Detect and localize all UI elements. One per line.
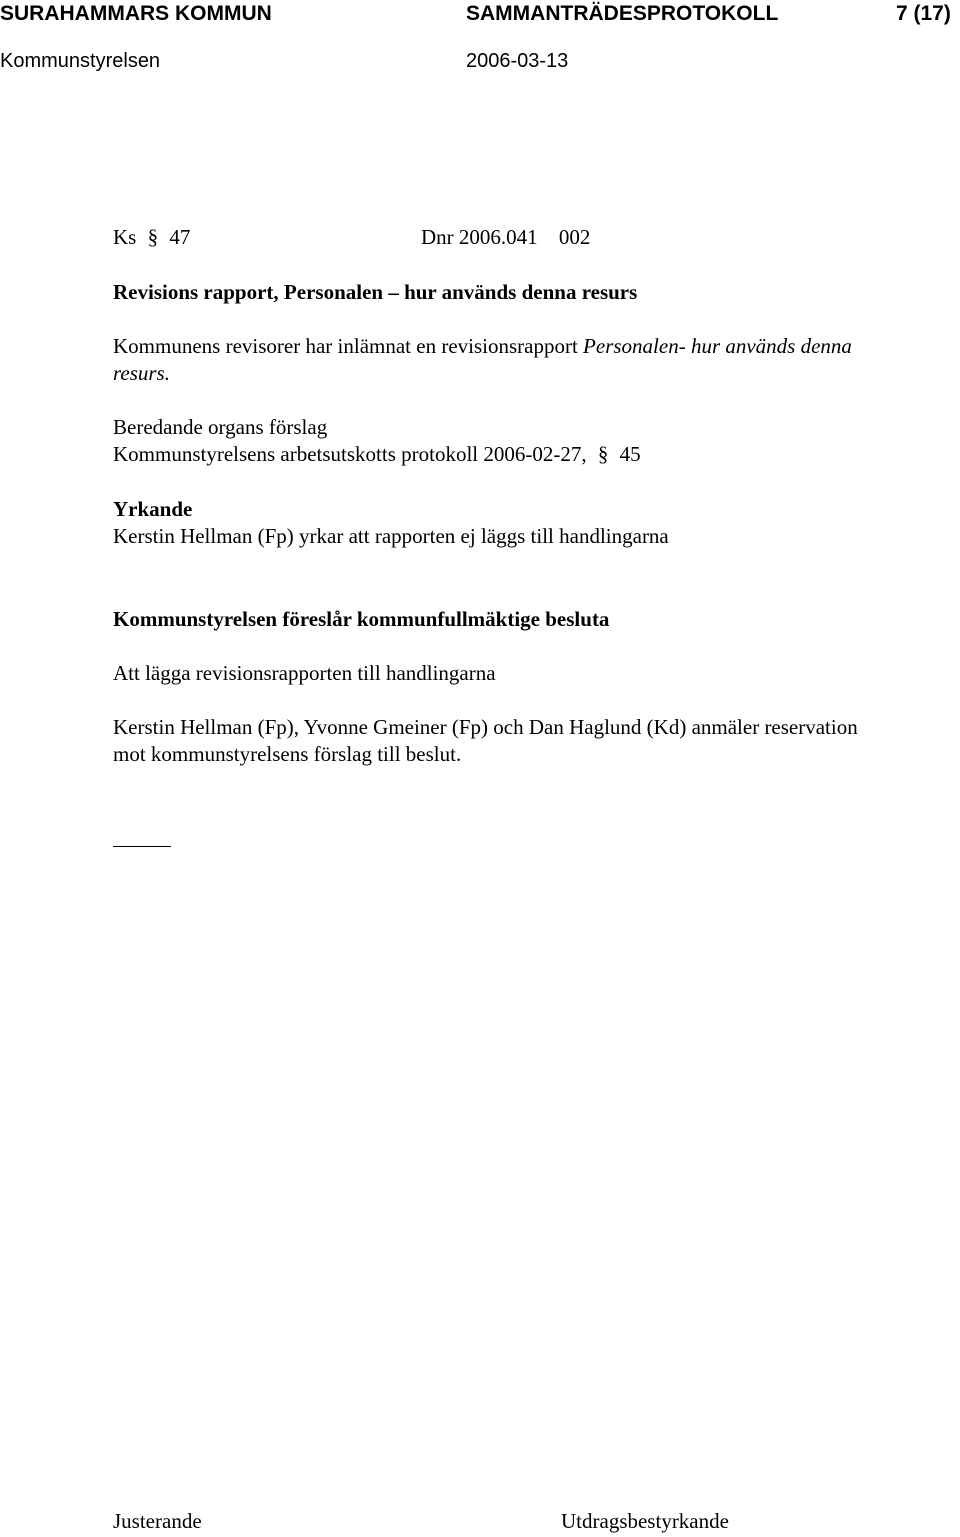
header-municipality: SURAHAMMARS KOMMUN bbox=[0, 2, 272, 25]
footer-utdragsbestyrkande: Utdragsbestyrkande bbox=[561, 1509, 729, 1533]
reservation-line-2: mot kommunstyrelsens förslag till beslut. bbox=[113, 742, 462, 766]
preparatory-heading: Beredande organs förslag bbox=[113, 415, 328, 439]
motion-text: Kerstin Hellman (Fp) yrkar att rapporten ej läggs till handlingarna bbox=[113, 524, 669, 548]
header-page-number: 7 (17) bbox=[896, 2, 951, 25]
dnr-number: Dnr 2006.041 bbox=[421, 225, 538, 249]
ks-number: 47 bbox=[169, 225, 191, 249]
intro-line-2: resurs. bbox=[113, 361, 170, 385]
case-reference bbox=[113, 224, 190, 251]
reservation-line-1: Kerstin Hellman (Fp), Yvonne Gmeiner (Fp) och Dan Haglund (Kd) anmäler reservation bbox=[113, 715, 858, 739]
header-date: 2006-03-13 bbox=[466, 50, 569, 72]
section-sign: § bbox=[147, 225, 159, 249]
header-body-name: Kommunstyrelsen bbox=[0, 50, 161, 72]
case-title: Revisions rapport, Personalen – hur används denna resurs bbox=[113, 280, 638, 304]
closing-rule bbox=[113, 846, 171, 847]
ks-label: Ks bbox=[113, 225, 137, 249]
section-sign: § bbox=[597, 442, 609, 466]
dnr-reference bbox=[421, 224, 590, 251]
intro-text: Kommunens revisorer har inlämnat en revisionsrapport bbox=[113, 334, 584, 358]
dnr-code: 002 bbox=[558, 225, 591, 249]
intro-italic-title: Personalen- hur används denna bbox=[583, 334, 852, 358]
intro-line-1 bbox=[113, 333, 852, 360]
preparatory-number: 45 bbox=[619, 442, 641, 466]
header-doc-type: SAMMANTRÄDESPROTOKOLL bbox=[466, 2, 779, 25]
footer-justerande: Justerande bbox=[113, 1509, 202, 1533]
preparatory-text bbox=[113, 441, 641, 468]
proposal-heading: Kommunstyrelsen föreslår kommunfullmäktige besluta bbox=[113, 607, 610, 631]
preparatory-protocol: Kommunstyrelsens arbetsutskotts protokoll 2006-02-27, bbox=[113, 442, 587, 466]
proposal-text: Att lägga revisionsrapporten till handlingarna bbox=[113, 661, 496, 685]
motion-heading: Yrkande bbox=[113, 497, 193, 521]
